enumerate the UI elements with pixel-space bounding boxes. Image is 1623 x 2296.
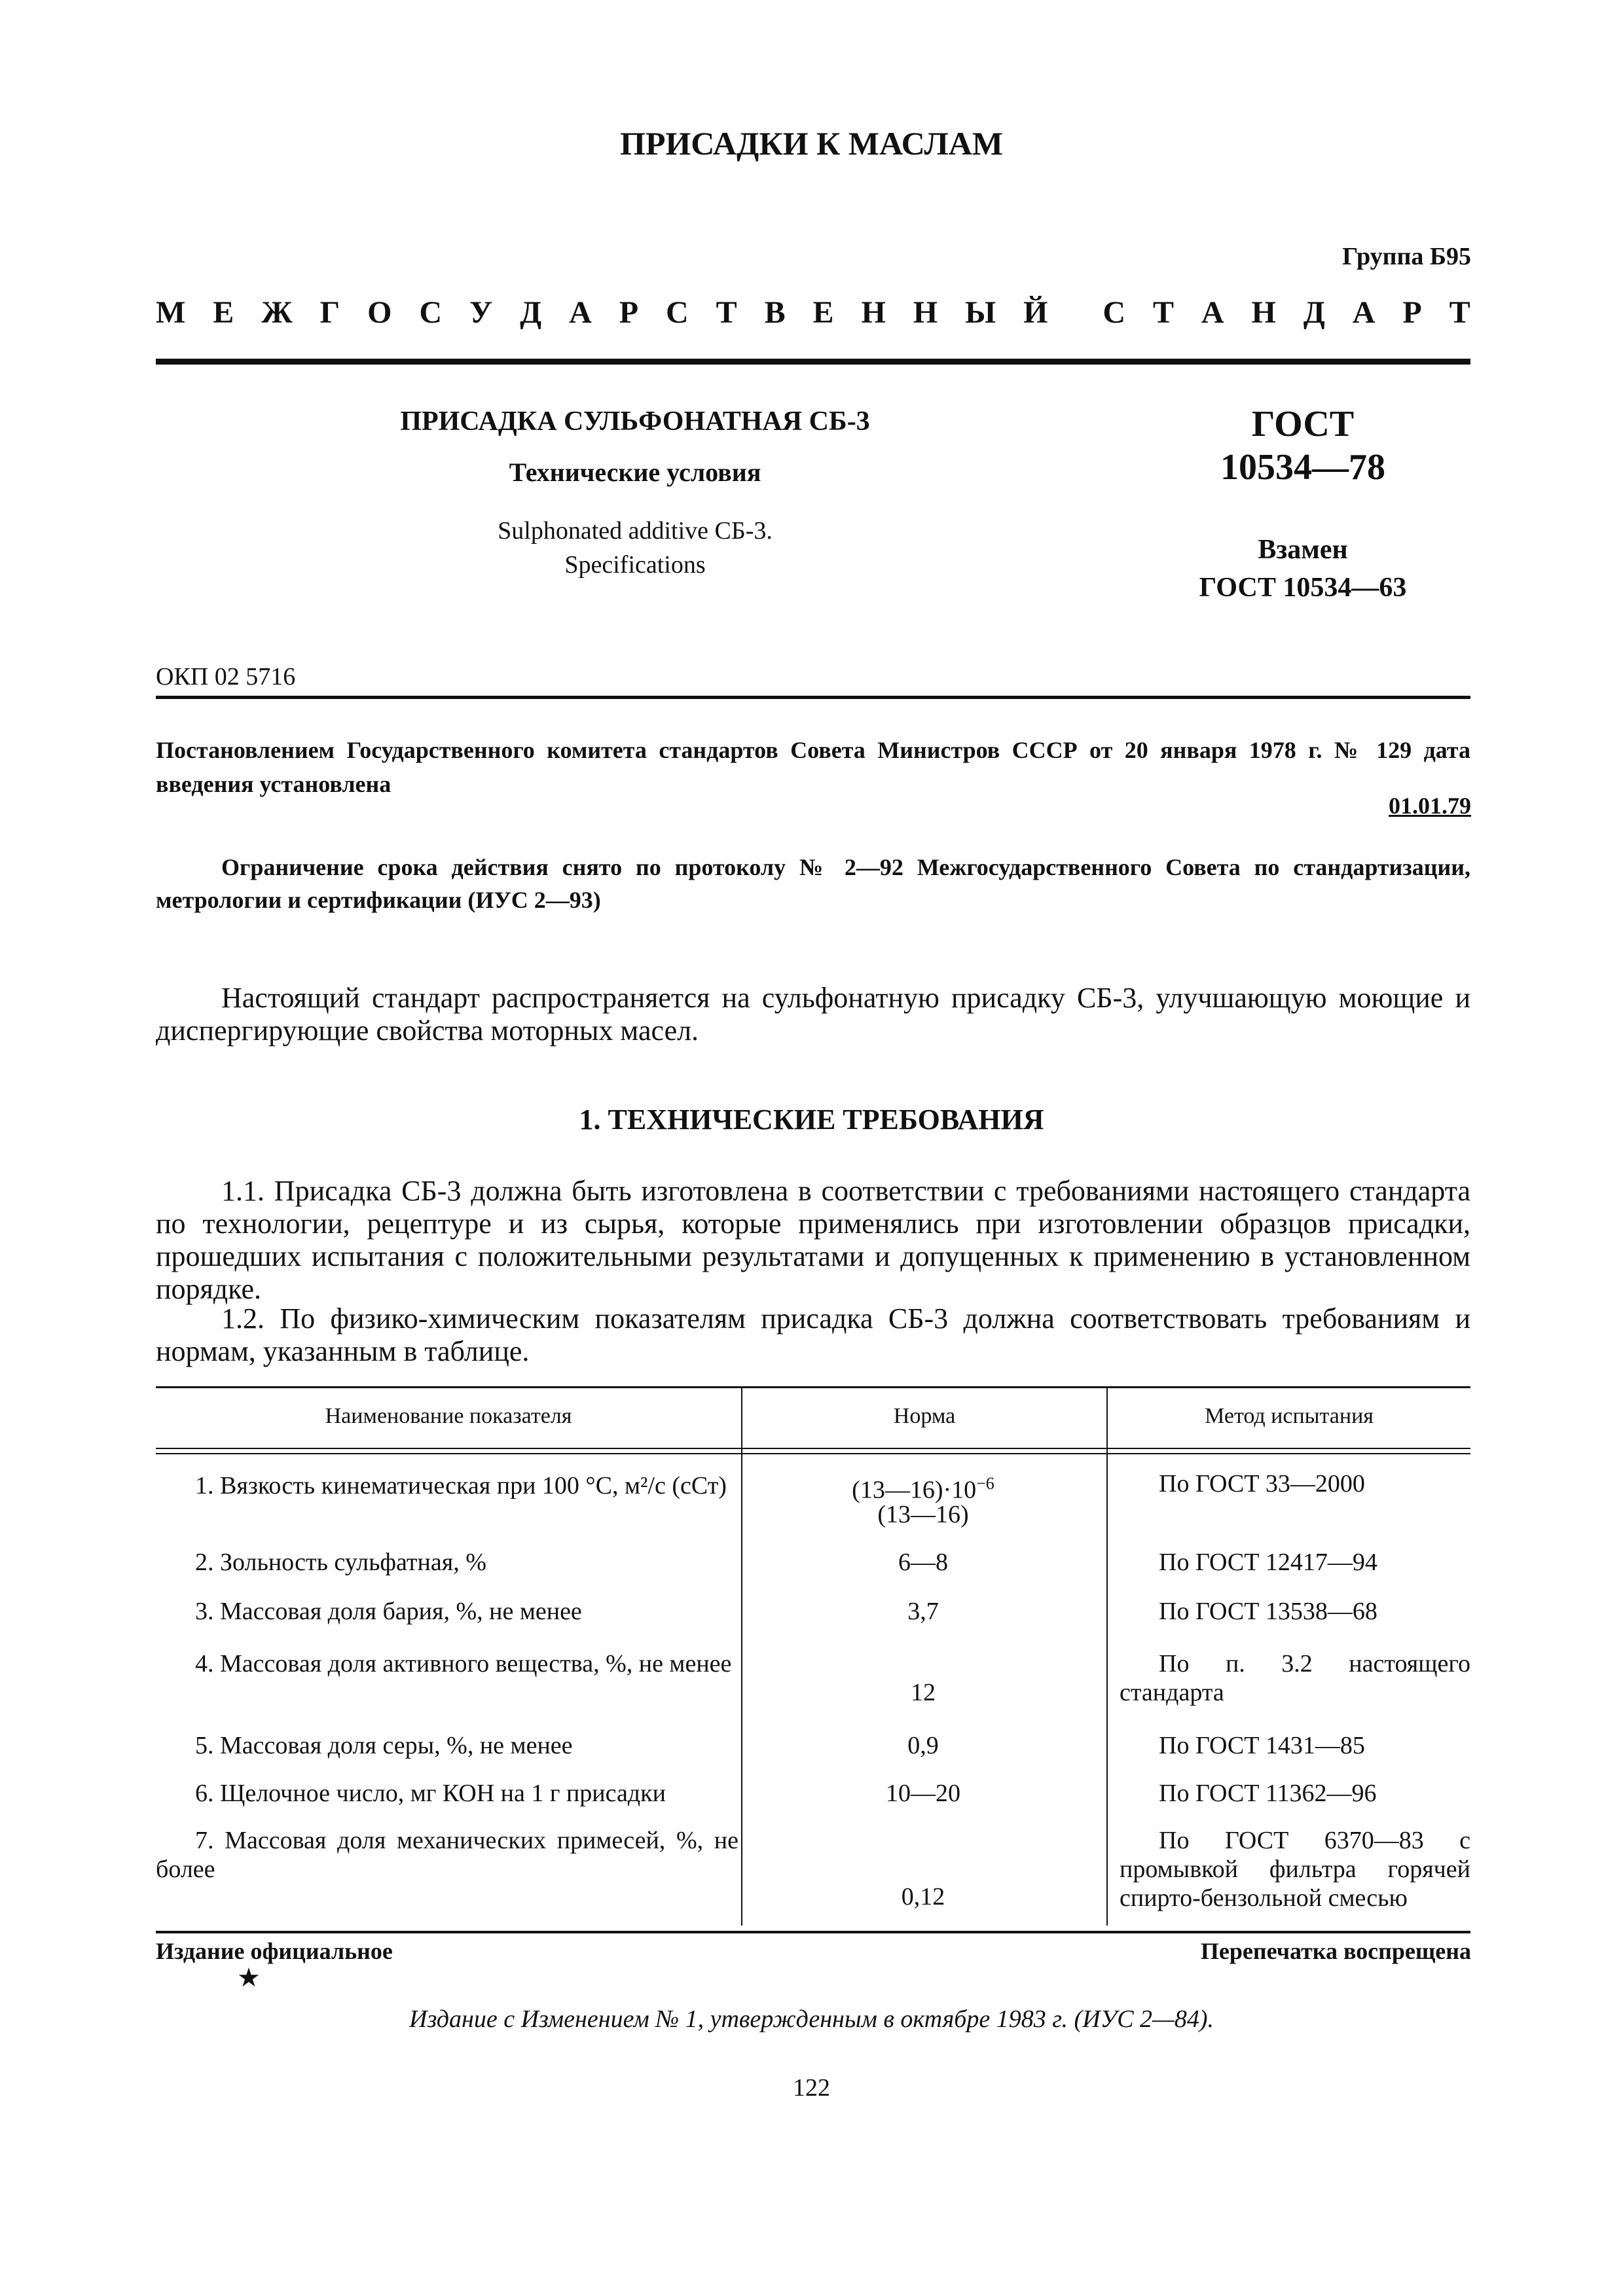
table-cell-norm: 0,9 <box>907 1732 939 1759</box>
table-cell-method: По ГОСТ 13538—68 <box>1159 1598 1377 1625</box>
table-cell-method: По ГОСТ 11362—96 <box>1159 1780 1377 1807</box>
official-edition-label: Издание официальное <box>156 1938 393 1964</box>
limitation-note: Ограничение срока действия снято по протоколу № 2—92 Межгосударственного Совета по стандартизации, метрологии и сертификации (ИУС 2—93) <box>156 854 1470 913</box>
english-title-line: Specifications <box>564 551 706 579</box>
heading-letter: Й <box>1023 295 1048 330</box>
table-column-divider <box>1106 1388 1108 1926</box>
table-cell-method: По ГОСТ 1431—85 <box>1159 1732 1365 1759</box>
footer-rule <box>156 1931 1470 1933</box>
gost-label: ГОСТ <box>1251 404 1355 444</box>
heading-letter: М <box>156 295 186 330</box>
heading-letter: О <box>367 295 392 330</box>
table-cell-norm: 0,12 <box>901 1883 945 1910</box>
heading-letter: Е <box>812 295 834 330</box>
table-header-norm: Норма <box>893 1404 956 1428</box>
standard-subtitle: Технические условия <box>509 457 761 487</box>
english-title <box>340 514 930 582</box>
reprint-prohibited-label: Перепечатка воспрещена <box>1200 1938 1471 1964</box>
heading-letter: Т <box>1152 295 1174 330</box>
heading-letter: С <box>666 295 689 330</box>
table-cell-norm: 6—8 <box>898 1549 948 1576</box>
heading-letter: Р <box>1402 295 1422 330</box>
paragraph-1-2: 1.2. По физико-химическим показателям присадка СБ-3 должна соответствовать требованиям и нормам, указанным в таблице. <box>156 1302 1470 1367</box>
heading-letter: Г <box>319 295 340 330</box>
table-cell-name: 5. Массовая доля серы, %, не менее <box>195 1732 573 1759</box>
table-cell-name: 3. Массовая доля бария, %, не менее <box>195 1598 582 1625</box>
standard-title-block <box>340 406 930 582</box>
table-cell-norm: (13—16) <box>877 1501 969 1528</box>
heading-letter: Ж <box>261 295 293 330</box>
table-cell-norm: 10—20 <box>886 1780 960 1807</box>
heading-letter: Т <box>1449 295 1470 330</box>
paragraph-1-1: 1.1. Присадка СБ-3 должна быть изготовлена в соответствии с требованиями настоящего стандарта по технологии, рецептуре и из сырья, которые применялись при изготовлении образцов присадки, прошедших испытания с положительными результатами и допущенных к применению в установленном порядке. <box>156 1175 1470 1305</box>
standard-title: ПРИСАДКА СУЛЬФОНАТНАЯ СБ-3 <box>400 406 870 437</box>
interstate-standard-heading <box>156 295 1470 331</box>
heading-letter: А <box>1352 295 1376 330</box>
heading-letter: А <box>569 295 592 330</box>
table-cell-name: 6. Щелочное число, мг КОН на 1 г присадки <box>195 1780 666 1807</box>
heading-letter: Н <box>913 295 938 330</box>
table-cell-method: По п. 3.2 настоящего стандарта <box>1120 1650 1470 1706</box>
heading-letter: С <box>419 295 443 330</box>
heading-letter: Н <box>1251 295 1276 330</box>
table-header-method: Метод испытания <box>1205 1404 1374 1428</box>
table-cell-name: 2. Зольность сульфатная, % <box>195 1549 486 1576</box>
decree-text: Постановлением Государственного комитета стандартов Совета Министров СССР от 20 января 1978 г. № 129 дата введения установлена <box>156 737 1470 797</box>
okp-code: ОКП 02 5716 <box>156 663 296 691</box>
star-icon: ★ <box>237 1963 261 1992</box>
heading-letter: Д <box>1303 295 1325 330</box>
group-label: Группа Б95 <box>1342 243 1471 270</box>
page-number: 122 <box>793 2074 830 2102</box>
norm-value: (13—16)·10 <box>852 1476 977 1504</box>
header-rule <box>156 359 1470 365</box>
table-cell-norm: 12 <box>911 1679 936 1706</box>
table-column-divider <box>741 1388 742 1926</box>
heading-letter: У <box>469 295 493 330</box>
heading-letter: А <box>1201 295 1224 330</box>
table-cell-method: По ГОСТ 6370—83 с промывкой фильтра горячей спирто-бензольной смесью <box>1120 1827 1470 1912</box>
heading-letter: Н <box>861 295 886 330</box>
heading-letter: Д <box>520 295 542 330</box>
table-cell-name: 7. Массовая доля механических примесей, %, не более <box>156 1827 739 1883</box>
heading-letter: Т <box>716 295 737 330</box>
table-header-name: Наименование показателя <box>325 1404 572 1428</box>
okp-rule <box>156 696 1470 699</box>
table-cell-norm: 3,7 <box>907 1598 939 1625</box>
heading-letter: Ы <box>965 295 996 330</box>
table-cell-method: По ГОСТ 33—2000 <box>1159 1470 1365 1498</box>
section-heading: 1. ТЕХНИЧЕСКИЕ ТРЕБОВАНИЯ <box>579 1103 1044 1136</box>
replaces-number: ГОСТ 10534—63 <box>1199 573 1407 603</box>
heading-letter: Е <box>213 295 234 330</box>
heading-letter: С <box>1103 295 1125 330</box>
replaces-label: Взамен <box>1258 535 1348 565</box>
table-top-rule <box>156 1386 1470 1388</box>
heading-letter: В <box>764 295 786 330</box>
table-cell-norm <box>746 1469 1100 1505</box>
amendment-note: Издание с Изменением № 1, утвержденным в октябре 1983 г. (ИУС 2—84). <box>409 2005 1214 2033</box>
introduction-date: 01.01.79 <box>1389 793 1471 819</box>
gost-number: 10534—78 <box>1220 447 1385 488</box>
intro-paragraph: Настоящий стандарт распространяется на сульфонатную присадку СБ-3, улучшающую моющие и диспергирующие свойства моторных масел. <box>156 982 1470 1047</box>
norm-exponent: −6 <box>976 1474 994 1493</box>
heading-letter: Р <box>619 295 639 330</box>
english-title-line: Sulphonated additive СБ-3. <box>498 517 773 545</box>
table-cell-method: По ГОСТ 12417—94 <box>1159 1549 1377 1576</box>
table-cell-name: 1. Вязкость кинематическая при 100 °С, м²/с (сСт) <box>195 1472 727 1499</box>
top-heading: ПРИСАДКИ К МАСЛАМ <box>619 125 1004 162</box>
table-header-rule <box>156 1453 1470 1454</box>
table-cell-name: 4. Массовая доля активного вещества, %, не менее <box>195 1650 732 1677</box>
table-header-rule <box>156 1448 1470 1449</box>
gost-designation-block <box>1126 403 1480 607</box>
